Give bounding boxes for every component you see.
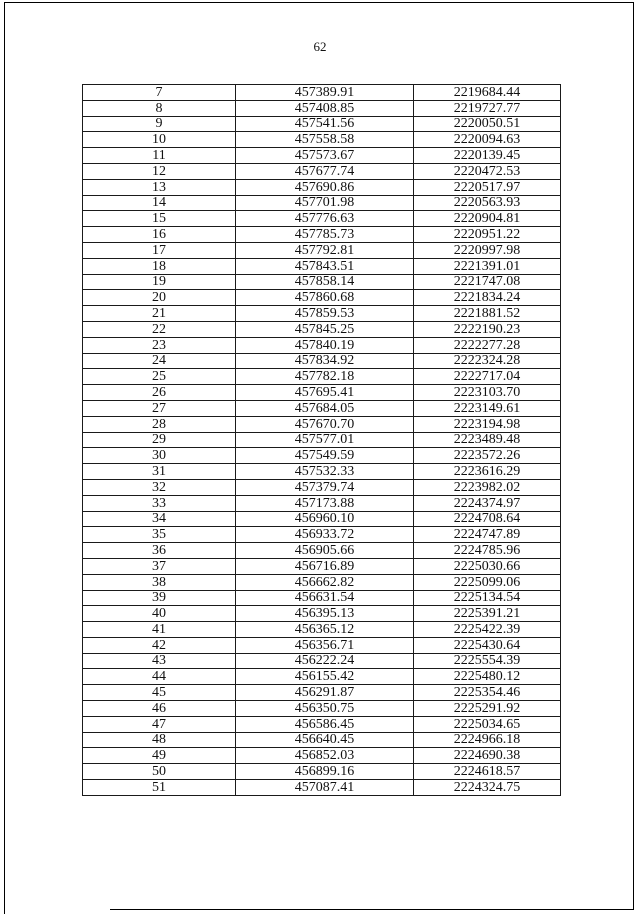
- x-coordinate-cell: 457690.86: [236, 179, 414, 195]
- table-row: [83, 211, 561, 227]
- table-row: [83, 590, 561, 606]
- y-coordinate-cell: 2220139.45: [414, 148, 561, 164]
- x-coordinate-cell: 456960.10: [236, 511, 414, 527]
- point-number-cell: 28: [83, 416, 236, 432]
- x-coordinate-cell: 456356.71: [236, 637, 414, 653]
- y-coordinate-cell: 2223194.98: [414, 416, 561, 432]
- y-coordinate-cell: 2221881.52: [414, 306, 561, 322]
- y-coordinate-cell: 2223103.70: [414, 385, 561, 401]
- table-row: [83, 543, 561, 559]
- point-number-cell: 14: [83, 195, 236, 211]
- point-number-cell: 33: [83, 495, 236, 511]
- point-number-cell: 9: [83, 116, 236, 132]
- x-coordinate-cell: 457792.81: [236, 242, 414, 258]
- page-border-top: [4, 2, 634, 3]
- table-row: [83, 448, 561, 464]
- point-number-cell: 15: [83, 211, 236, 227]
- x-coordinate-cell: 457701.98: [236, 195, 414, 211]
- y-coordinate-cell: 2220563.93: [414, 195, 561, 211]
- x-coordinate-cell: 457549.59: [236, 448, 414, 464]
- point-number-cell: 22: [83, 321, 236, 337]
- x-coordinate-cell: 456586.45: [236, 716, 414, 732]
- x-coordinate-cell: 457834.92: [236, 353, 414, 369]
- point-number-cell: 21: [83, 306, 236, 322]
- table-row: [83, 148, 561, 164]
- point-number-cell: 51: [83, 780, 236, 796]
- y-coordinate-cell: 2219727.77: [414, 100, 561, 116]
- table-row: [83, 369, 561, 385]
- x-coordinate-cell: 457684.05: [236, 400, 414, 416]
- y-coordinate-cell: 2224966.18: [414, 732, 561, 748]
- x-coordinate-cell: 457541.56: [236, 116, 414, 132]
- table-row: [83, 274, 561, 290]
- y-coordinate-cell: 2220904.81: [414, 211, 561, 227]
- x-coordinate-cell: 456640.45: [236, 732, 414, 748]
- point-number-cell: 10: [83, 132, 236, 148]
- y-coordinate-cell: 2221834.24: [414, 290, 561, 306]
- table-row: [83, 337, 561, 353]
- x-coordinate-cell: 457860.68: [236, 290, 414, 306]
- y-coordinate-cell: 2221391.01: [414, 258, 561, 274]
- x-coordinate-cell: 456155.42: [236, 669, 414, 685]
- x-coordinate-cell: 457785.73: [236, 227, 414, 243]
- x-coordinate-cell: 457087.41: [236, 780, 414, 796]
- point-number-cell: 36: [83, 543, 236, 559]
- table-row: [83, 85, 561, 101]
- x-coordinate-cell: 457408.85: [236, 100, 414, 116]
- point-number-cell: 19: [83, 274, 236, 290]
- x-coordinate-cell: 457558.58: [236, 132, 414, 148]
- y-coordinate-cell: 2223489.48: [414, 432, 561, 448]
- page-number: 62: [313, 39, 327, 54]
- point-number-cell: 37: [83, 558, 236, 574]
- point-number-cell: 31: [83, 464, 236, 480]
- x-coordinate-cell: 456662.82: [236, 574, 414, 590]
- point-number-cell: 48: [83, 732, 236, 748]
- x-coordinate-cell: 456631.54: [236, 590, 414, 606]
- y-coordinate-cell: 2221747.08: [414, 274, 561, 290]
- point-number-cell: 41: [83, 622, 236, 638]
- x-coordinate-cell: 457776.63: [236, 211, 414, 227]
- point-number-cell: 32: [83, 479, 236, 495]
- y-coordinate-cell: 2223572.26: [414, 448, 561, 464]
- y-coordinate-cell: 2224747.89: [414, 527, 561, 543]
- x-coordinate-cell: 457573.67: [236, 148, 414, 164]
- y-coordinate-cell: 2225480.12: [414, 669, 561, 685]
- y-coordinate-cell: 2222277.28: [414, 337, 561, 353]
- table-row: [83, 511, 561, 527]
- x-coordinate-cell: 457532.33: [236, 464, 414, 480]
- x-coordinate-cell: 457677.74: [236, 163, 414, 179]
- table-row: [83, 606, 561, 622]
- y-coordinate-cell: 2220050.51: [414, 116, 561, 132]
- y-coordinate-cell: 2222717.04: [414, 369, 561, 385]
- point-number-cell: 38: [83, 574, 236, 590]
- point-number-cell: 13: [83, 179, 236, 195]
- table-row: [83, 685, 561, 701]
- y-coordinate-cell: 2220094.63: [414, 132, 561, 148]
- page-border-left: [4, 2, 5, 914]
- y-coordinate-cell: 2225430.64: [414, 637, 561, 653]
- y-coordinate-cell: 2225554.39: [414, 653, 561, 669]
- point-number-cell: 34: [83, 511, 236, 527]
- table-row: [83, 432, 561, 448]
- y-coordinate-cell: 2222190.23: [414, 321, 561, 337]
- point-number-cell: 17: [83, 242, 236, 258]
- y-coordinate-cell: 2225291.92: [414, 701, 561, 717]
- point-number-cell: 25: [83, 369, 236, 385]
- table-row: [83, 163, 561, 179]
- point-number-cell: 49: [83, 748, 236, 764]
- x-coordinate-cell: 457859.53: [236, 306, 414, 322]
- table-row: [83, 227, 561, 243]
- table-row: [83, 622, 561, 638]
- point-number-cell: 30: [83, 448, 236, 464]
- x-coordinate-cell: 456395.13: [236, 606, 414, 622]
- coordinates-table-body: [83, 85, 561, 796]
- x-coordinate-cell: 456852.03: [236, 748, 414, 764]
- x-coordinate-cell: 457858.14: [236, 274, 414, 290]
- x-coordinate-cell: 457840.19: [236, 337, 414, 353]
- x-coordinate-cell: 457173.88: [236, 495, 414, 511]
- table-row: [83, 290, 561, 306]
- y-coordinate-cell: 2224618.57: [414, 764, 561, 780]
- point-number-cell: 8: [83, 100, 236, 116]
- y-coordinate-cell: 2225422.39: [414, 622, 561, 638]
- table-row: [83, 179, 561, 195]
- point-number-cell: 16: [83, 227, 236, 243]
- y-coordinate-cell: 2225134.54: [414, 590, 561, 606]
- x-coordinate-cell: 457843.51: [236, 258, 414, 274]
- table-row: [83, 195, 561, 211]
- point-number-cell: 20: [83, 290, 236, 306]
- table-row: [83, 479, 561, 495]
- y-coordinate-cell: 2223982.02: [414, 479, 561, 495]
- y-coordinate-cell: 2225391.21: [414, 606, 561, 622]
- point-number-cell: 45: [83, 685, 236, 701]
- table-row: [83, 732, 561, 748]
- y-coordinate-cell: 2224708.64: [414, 511, 561, 527]
- y-coordinate-cell: 2224690.38: [414, 748, 561, 764]
- x-coordinate-cell: 457695.41: [236, 385, 414, 401]
- table-row: [83, 416, 561, 432]
- table-row: [83, 669, 561, 685]
- point-number-cell: 29: [83, 432, 236, 448]
- x-coordinate-cell: 456291.87: [236, 685, 414, 701]
- point-number-cell: 35: [83, 527, 236, 543]
- page-border-bottom: [110, 909, 634, 910]
- y-coordinate-cell: 2224324.75: [414, 780, 561, 796]
- point-number-cell: 46: [83, 701, 236, 717]
- point-number-cell: 40: [83, 606, 236, 622]
- point-number-cell: 44: [83, 669, 236, 685]
- x-coordinate-cell: 456905.66: [236, 543, 414, 559]
- point-number-cell: 12: [83, 163, 236, 179]
- table-row: [83, 258, 561, 274]
- table-row: [83, 464, 561, 480]
- table-row: [83, 653, 561, 669]
- table-row: [83, 495, 561, 511]
- y-coordinate-cell: 2223149.61: [414, 400, 561, 416]
- x-coordinate-cell: 456222.24: [236, 653, 414, 669]
- table-row: [83, 764, 561, 780]
- point-number-cell: 42: [83, 637, 236, 653]
- y-coordinate-cell: 2220997.98: [414, 242, 561, 258]
- table-row: [83, 637, 561, 653]
- table-row: [83, 558, 561, 574]
- x-coordinate-cell: 456933.72: [236, 527, 414, 543]
- table-row: [83, 748, 561, 764]
- table-row: [83, 321, 561, 337]
- table-row: [83, 400, 561, 416]
- table-row: [83, 701, 561, 717]
- y-coordinate-cell: 2224374.97: [414, 495, 561, 511]
- x-coordinate-cell: 456350.75: [236, 701, 414, 717]
- point-number-cell: 47: [83, 716, 236, 732]
- table-row: [83, 716, 561, 732]
- table-row: [83, 574, 561, 590]
- x-coordinate-cell: 457389.91: [236, 85, 414, 101]
- point-number-cell: 50: [83, 764, 236, 780]
- table-row: [83, 780, 561, 796]
- point-number-cell: 27: [83, 400, 236, 416]
- x-coordinate-cell: 457670.70: [236, 416, 414, 432]
- y-coordinate-cell: 2225099.06: [414, 574, 561, 590]
- y-coordinate-cell: 2225030.66: [414, 558, 561, 574]
- y-coordinate-cell: 2222324.28: [414, 353, 561, 369]
- x-coordinate-cell: 456365.12: [236, 622, 414, 638]
- table-row: [83, 100, 561, 116]
- y-coordinate-cell: 2224785.96: [414, 543, 561, 559]
- table-row: [83, 132, 561, 148]
- table-row: [83, 353, 561, 369]
- point-number-cell: 43: [83, 653, 236, 669]
- point-number-cell: 23: [83, 337, 236, 353]
- table-row: [83, 116, 561, 132]
- table-row: [83, 385, 561, 401]
- x-coordinate-cell: 457577.01: [236, 432, 414, 448]
- table-row: [83, 306, 561, 322]
- point-number-cell: 11: [83, 148, 236, 164]
- page-border-right: [633, 2, 634, 910]
- table-row: [83, 242, 561, 258]
- x-coordinate-cell: 457782.18: [236, 369, 414, 385]
- y-coordinate-cell: 2225354.46: [414, 685, 561, 701]
- y-coordinate-cell: 2219684.44: [414, 85, 561, 101]
- point-number-cell: 18: [83, 258, 236, 274]
- x-coordinate-cell: 456899.16: [236, 764, 414, 780]
- y-coordinate-cell: 2220517.97: [414, 179, 561, 195]
- y-coordinate-cell: 2225034.65: [414, 716, 561, 732]
- y-coordinate-cell: 2220951.22: [414, 227, 561, 243]
- y-coordinate-cell: 2223616.29: [414, 464, 561, 480]
- x-coordinate-cell: 457379.74: [236, 479, 414, 495]
- y-coordinate-cell: 2220472.53: [414, 163, 561, 179]
- x-coordinate-cell: 456716.89: [236, 558, 414, 574]
- point-number-cell: 26: [83, 385, 236, 401]
- table-row: [83, 527, 561, 543]
- point-number-cell: 39: [83, 590, 236, 606]
- coordinates-table: [82, 84, 561, 796]
- x-coordinate-cell: 457845.25: [236, 321, 414, 337]
- point-number-cell: 7: [83, 85, 236, 101]
- point-number-cell: 24: [83, 353, 236, 369]
